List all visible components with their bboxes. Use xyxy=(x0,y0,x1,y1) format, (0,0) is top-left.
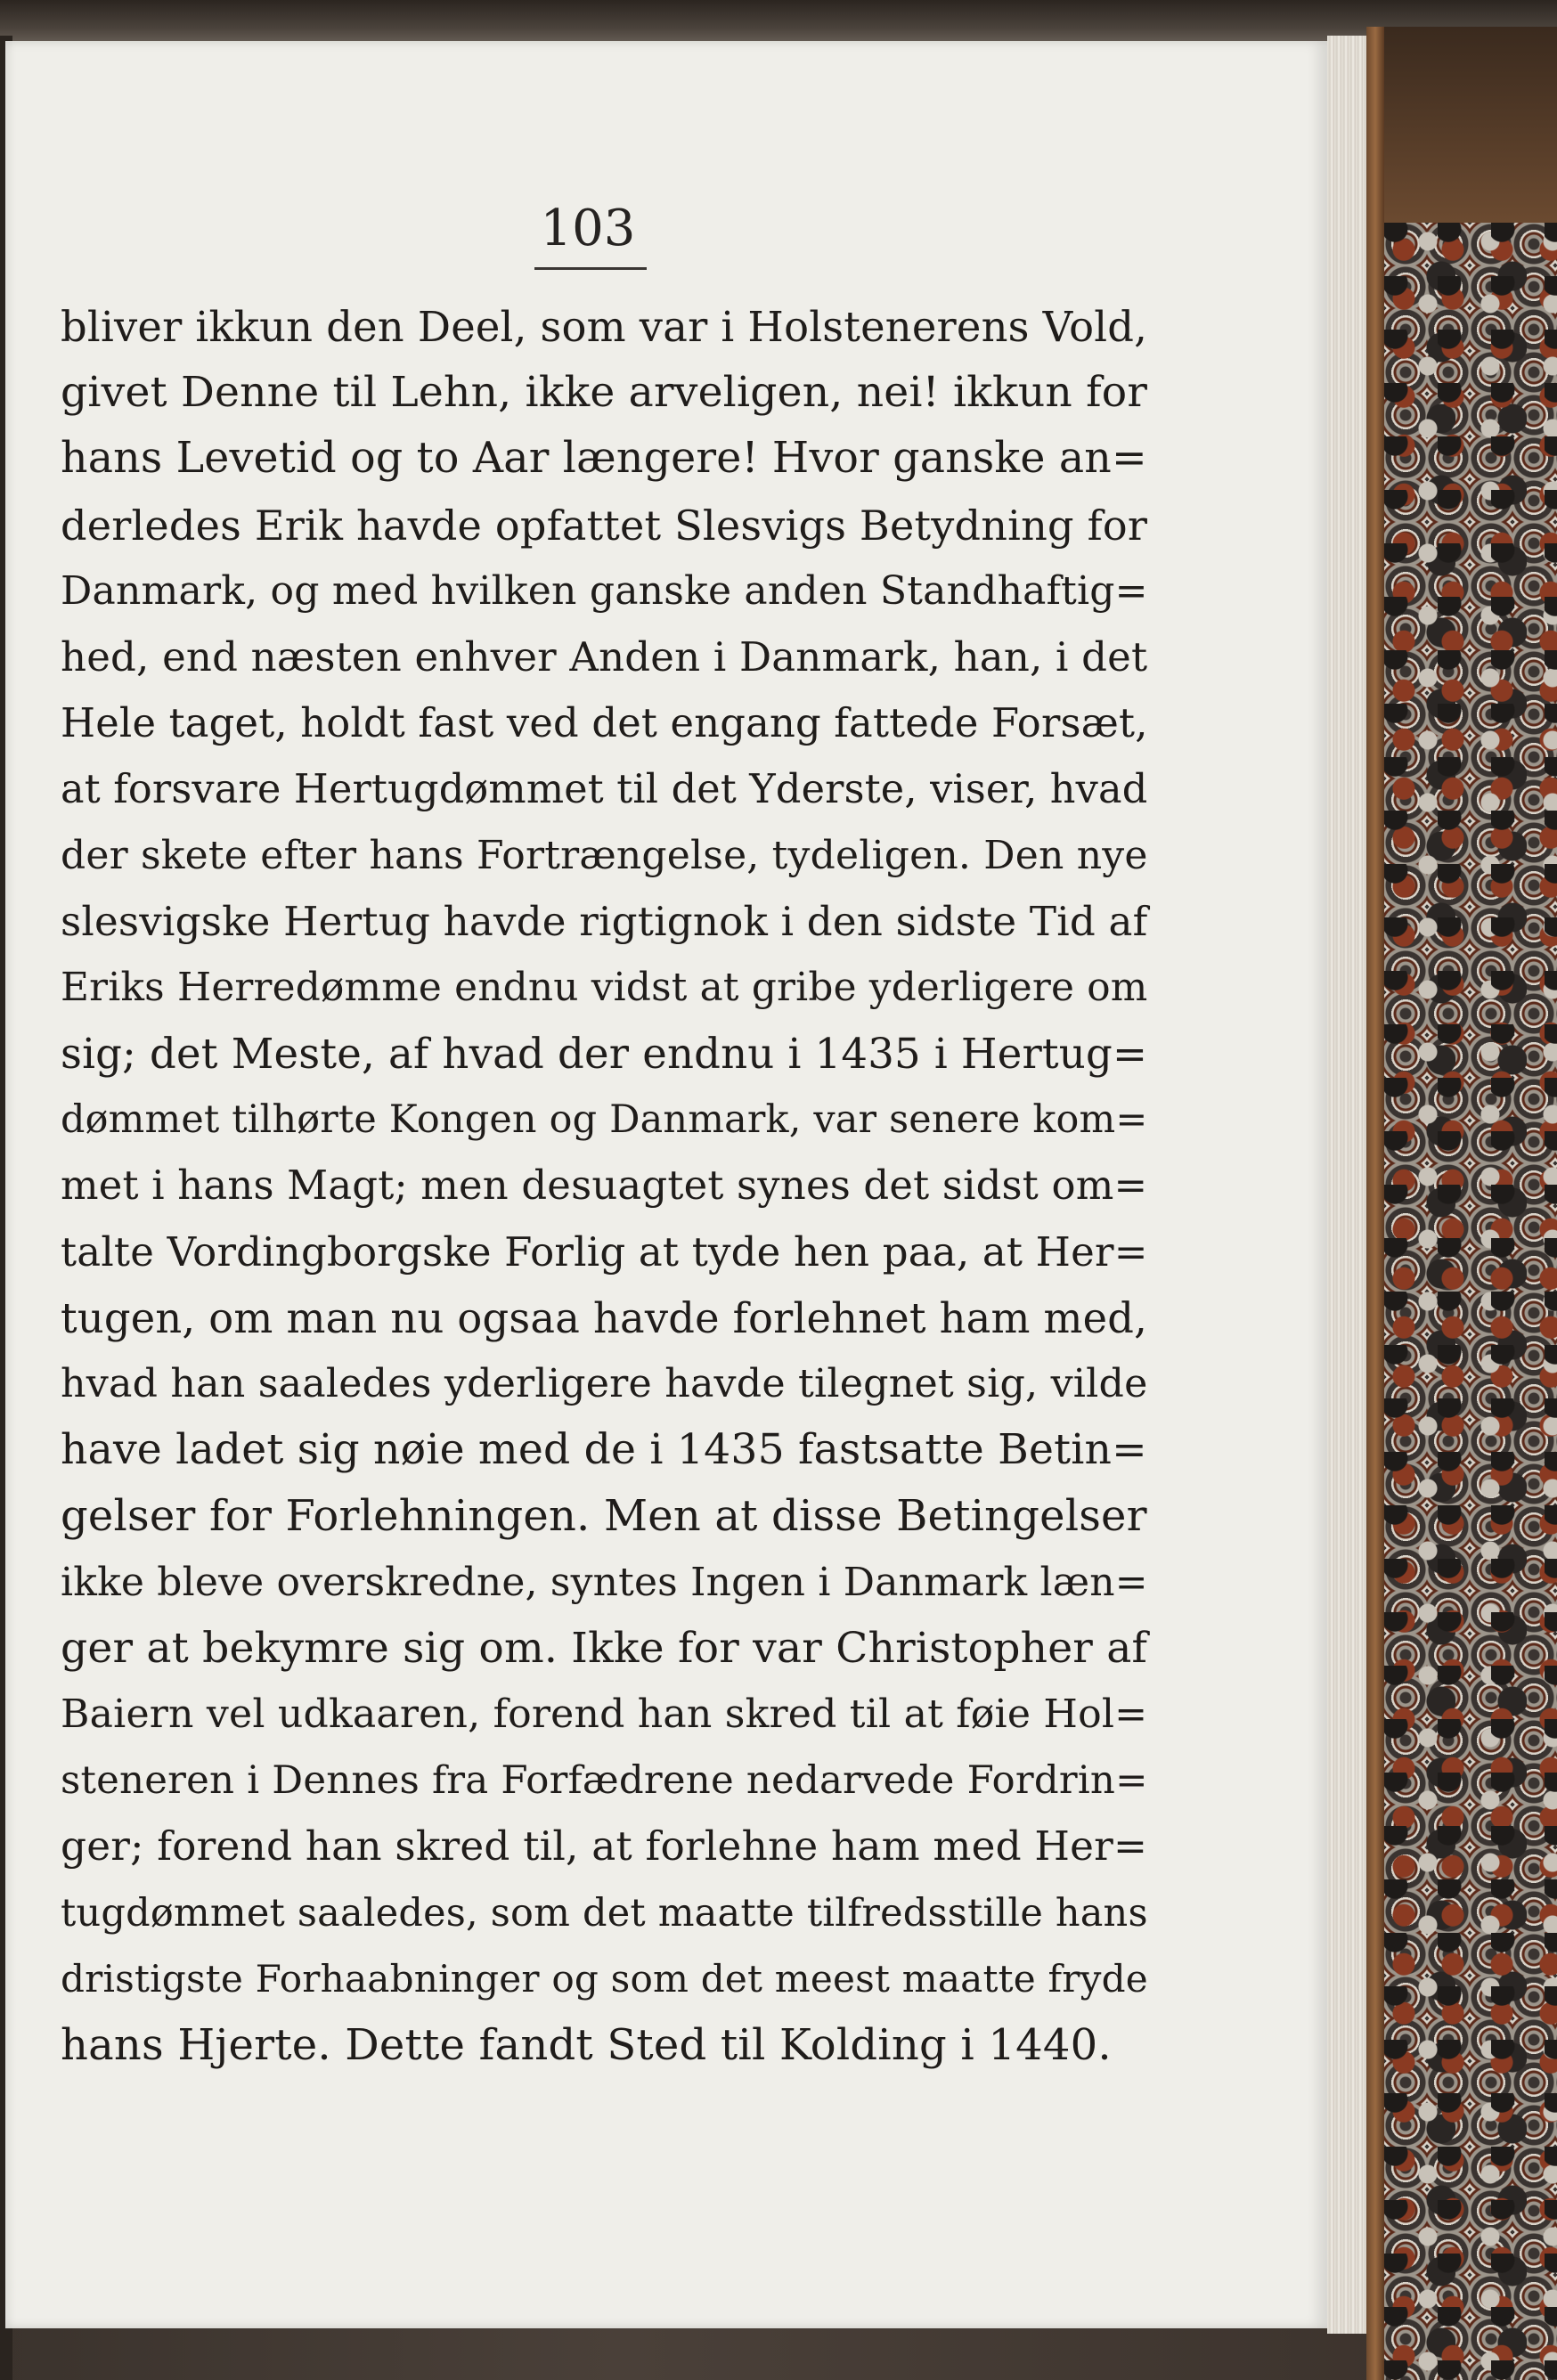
cover-top xyxy=(1384,27,1557,223)
text-line: hans Levetid og to Aar længere! Hvor ganske an= xyxy=(61,434,1147,484)
scan-top-border xyxy=(0,0,1557,46)
text-line: steneren i Dennes fra Forfædrene nedarvede Fordrin= xyxy=(61,1758,1148,1804)
text-line: dristigste Forhaabninger og som det meest maatte fryde xyxy=(61,1956,1148,2001)
text-line: derledes Erik havde opfattet Slesvigs Betydning for xyxy=(61,501,1148,550)
page-number: 103 xyxy=(540,200,636,257)
leather-spine-edge xyxy=(1366,27,1384,2380)
text-line: slesvigske Hertug havde rigtignok i den sidste Tid af xyxy=(61,897,1148,945)
text-line: tugdømmet saaledes, som det maatte tilfredsstille hans xyxy=(61,1890,1148,1936)
text-line: met i hans Magt; men desuagtet synes det sidst om= xyxy=(61,1161,1148,1210)
text-line: ikke bleve overskredne, syntes Ingen i Danmark læn= xyxy=(61,1559,1148,1605)
text-line: givet Denne til Lehn, ikke arveligen, nei! ikkun for xyxy=(61,368,1148,418)
text-line: ger; forend han skred til, at forlehne ham med Her= xyxy=(61,1822,1148,1871)
text-line: at forsvare Hertugdømmet til det Yderste, viser, hvad xyxy=(61,766,1148,813)
text-line: ger at bekymre sig om. Ikke for var Christopher af xyxy=(61,1623,1148,1673)
text-line: gelser for Forlehningen. Men at disse Betingelser xyxy=(61,1491,1147,1542)
text-line: tugen, om man nu ogsaa havde forlehnet ham med, xyxy=(61,1293,1148,1342)
body-text xyxy=(61,294,1147,2078)
text-line: der skete efter hans Fortrængelse, tydeligen. Den nye xyxy=(61,832,1148,878)
text-line: dømmet tilhørte Kongen og Danmark, var senere kom= xyxy=(61,1097,1148,1143)
text-line: hvad han saaledes yderligere havde tilegnet sig, vilde xyxy=(61,1361,1148,1406)
text-line: hed, end næsten enhver Anden i Danmark, han, i det xyxy=(61,632,1148,681)
page-edges xyxy=(1327,36,1366,2334)
text-line: talte Vordingborgske Forlig at tyde hen paa, at Her= xyxy=(61,1227,1148,1276)
text-line: Eriks Herredømme endnu vidst at gribe yderligere om xyxy=(61,964,1148,1010)
marbled-endpaper xyxy=(1384,223,1557,2380)
text-line: bliver ikkun den Deel, som var i Holstenerens Vold, xyxy=(61,303,1148,351)
page-number-rule xyxy=(534,267,647,270)
text-line: hans Hjerte. Dette fandt Sted til Kolding i 1440. xyxy=(61,2019,1112,2070)
text-line: have ladet sig nøie med de i 1435 fastsatte Betin= xyxy=(61,1425,1147,1475)
text-line: Baiern vel udkaaren, forend han skred til at føie Hol= xyxy=(61,1691,1148,1737)
text-line: Danmark, og med hvilken ganske anden Standhaftig= xyxy=(61,567,1148,614)
text-line: Hele taget, holdt fast ved det engang fattede Forsæt, xyxy=(61,699,1148,747)
text-line: sig; det Meste, af hvad der endnu i 1435 i Hertug= xyxy=(61,1030,1148,1079)
